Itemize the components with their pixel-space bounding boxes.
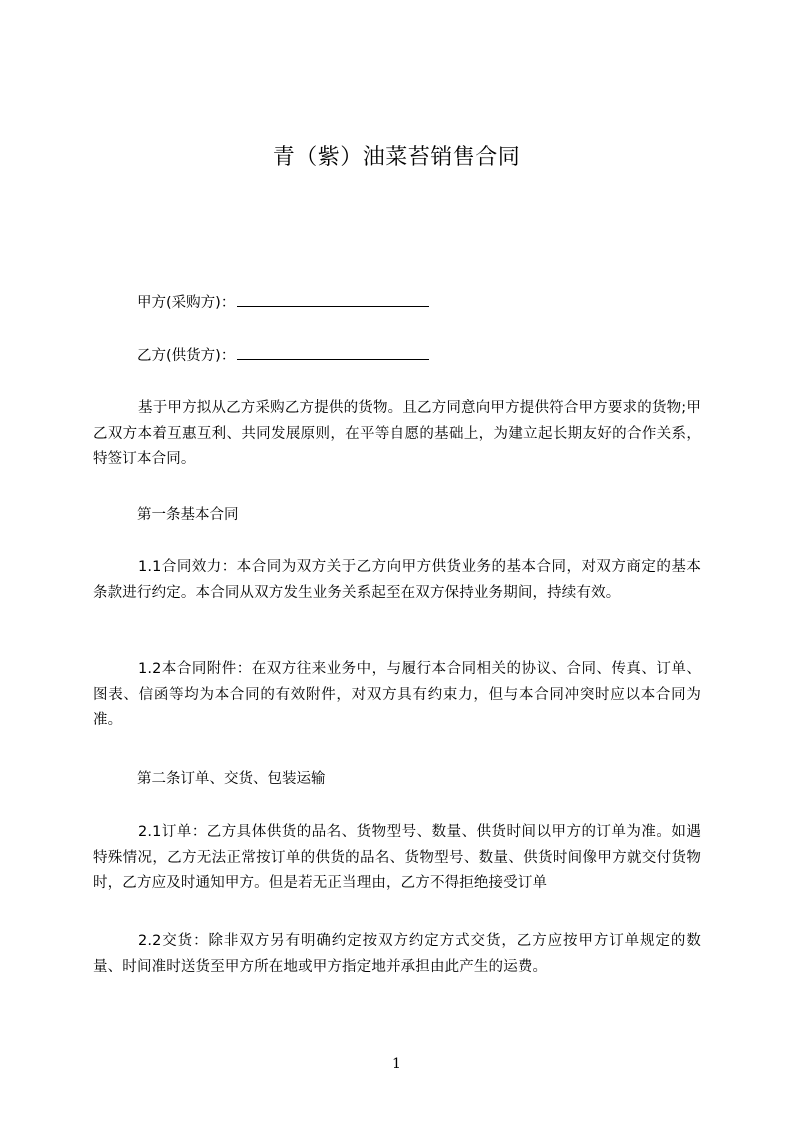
clause-2-1-paragraph [93, 820, 701, 897]
clause-1-1-text: 1.1合同效力：本合同为双方关于乙方向甲方供货业务的基本合同，对双方商定的基本条款进行约定。本合同从双方发生业务关系起至在双方保持业务期间，持续有效。 [93, 559, 701, 601]
party-b-line [137, 345, 429, 366]
intro-text: 基于甲方拟从乙方采购乙方提供的货物。且乙方同意向甲方提供符合甲方要求的货物;甲乙双方本着互惠互利、共同发展原则，在平等自愿的基础上，为建立起长期友好的合作关系，特签订本合同。 [93, 400, 701, 467]
article1-heading: 第一条基本合同 [137, 507, 239, 523]
clause-1-2-text: 1.2本合同附件：在双方往来业务中，与履行本合同相关的协议、合同、传真、订单、图表、信函等均为本合同的有效附件，对双方具有约束力，但与本合同冲突时应以本合同为准。 [93, 661, 701, 728]
clause-2-1-text: 2.1订单：乙方具体供货的品名、货物型号、数量、供货时间以甲方的订单为准。如遇特殊情况，乙方无法正常按订单的供货的品名、货物型号、数量、供货时间像甲方就交付货物时，乙方应及时通知甲方。但是若无正当理由，乙方不得拒绝接受订单 [93, 824, 701, 891]
party-b-blank [237, 345, 429, 360]
party-a-line [137, 292, 429, 313]
clause-2-2-text: 2.2交货：除非双方另有明确约定按双方约定方式交货，乙方应按甲方订单规定的数量、时间准时送货至甲方所在地或甲方指定地并承担由此产生的运费。 [93, 933, 701, 975]
party-a-label: 甲方(采购方)： [137, 295, 236, 311]
clause-1-1-paragraph [93, 555, 701, 606]
clause-2-2-paragraph [93, 929, 701, 980]
article2-heading: 第二条订单、交货、包装运输 [137, 771, 326, 787]
clause-1-2-paragraph [93, 657, 701, 734]
document-title: 青（紫）油菜苔销售合同 [272, 145, 521, 170]
intro-paragraph [93, 396, 701, 473]
party-b-label: 乙方(供货方)： [137, 348, 236, 364]
party-a-blank [237, 292, 429, 307]
page-number: 1 [392, 1056, 401, 1072]
